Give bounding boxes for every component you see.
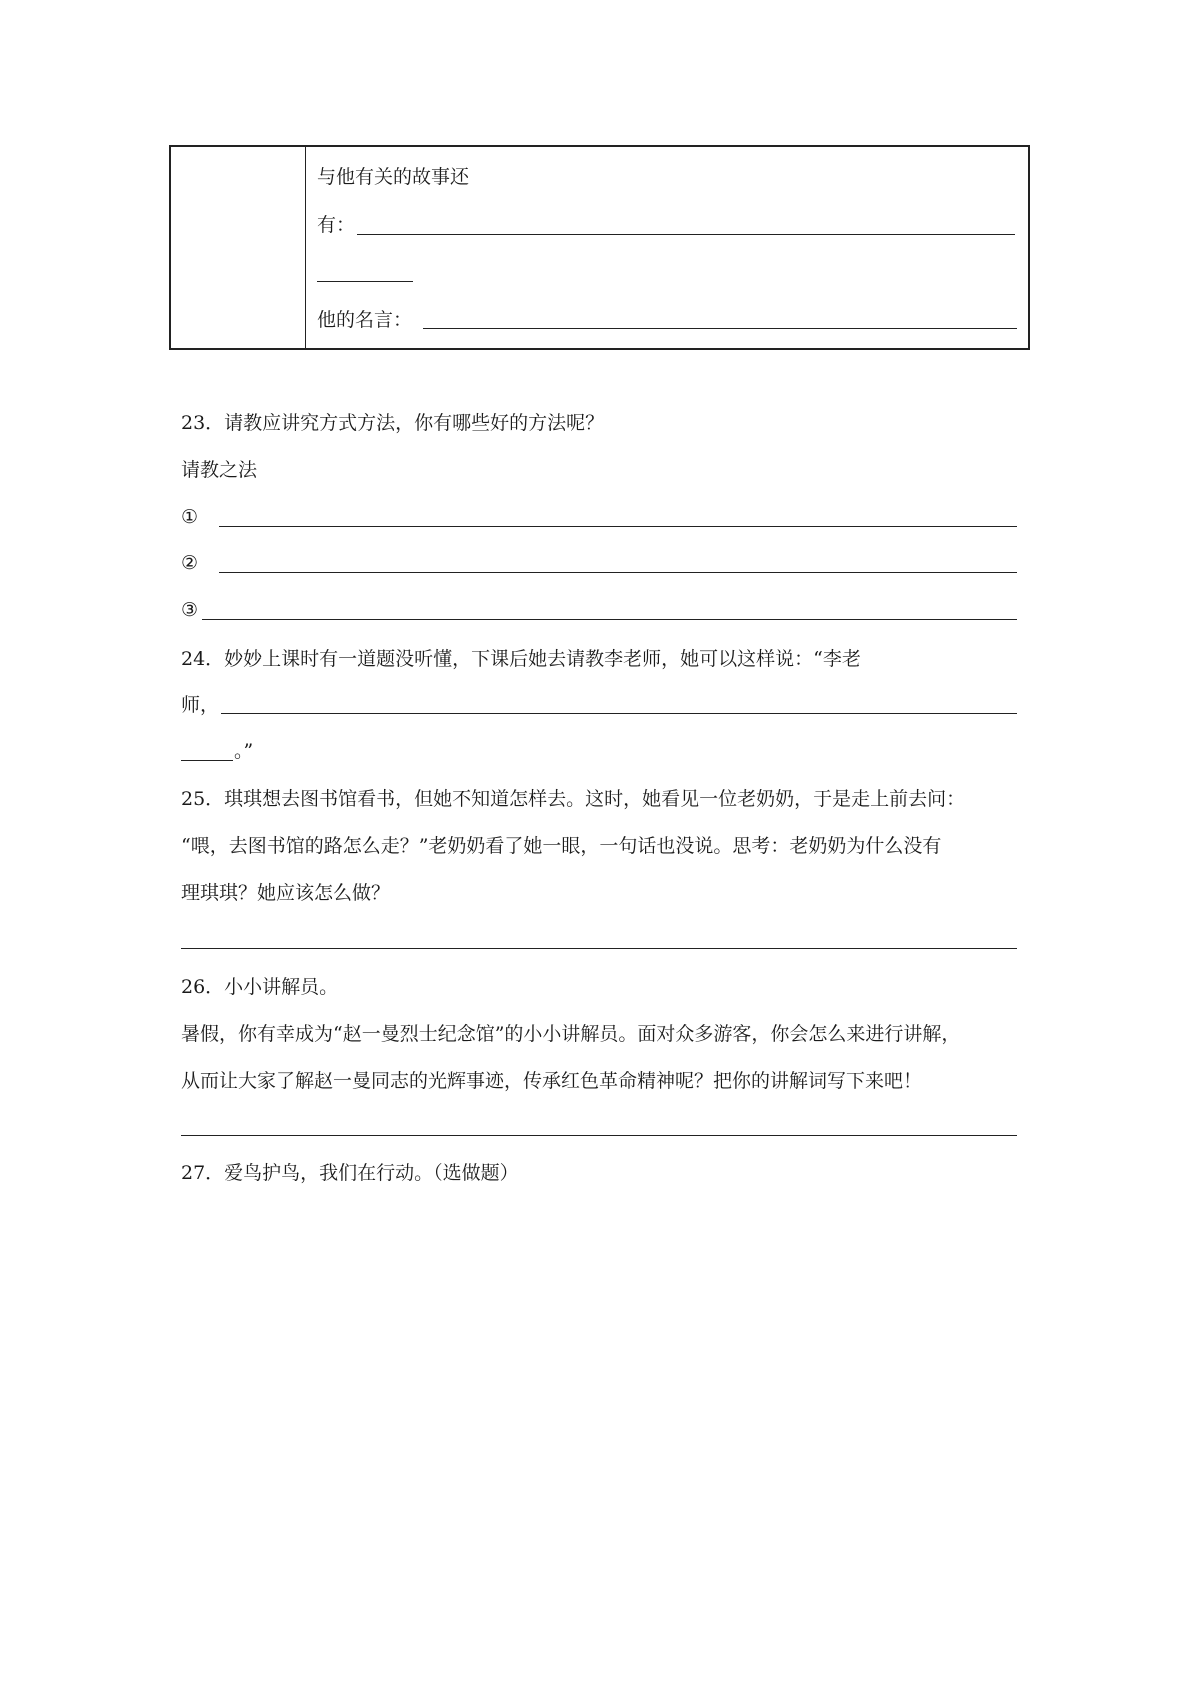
q24-answer-line-1[interactable] bbox=[221, 713, 1017, 714]
quote-label: 他的名言： bbox=[317, 309, 413, 331]
q23-answer-line-3[interactable] bbox=[202, 619, 1017, 620]
story-label-line1: 与他有关的故事还 bbox=[317, 166, 470, 188]
story-label-line2: 有： bbox=[317, 214, 356, 236]
q23-answer-line-1[interactable] bbox=[219, 526, 1017, 527]
q24-end-punct: 。” bbox=[234, 740, 254, 762]
q23-subtitle: 请教之法 bbox=[181, 459, 258, 481]
q26-title: 26．小小讲解员。 bbox=[181, 976, 339, 998]
q25-line1: 25．琪琪想去图书馆看书，但她不知道怎样去。这时，她看见一位老奶奶，于是走上前去问： bbox=[181, 788, 966, 810]
q24-line2-prefix: 师， bbox=[181, 694, 220, 716]
q24-question: 24．妙妙上课时有一道题没听懂，下课后她去请教李老师，她可以这样说：“李老 bbox=[181, 648, 861, 670]
story-answer-line-2[interactable] bbox=[317, 281, 413, 282]
q25-line3: 理琪琪？她应该怎么做？ bbox=[181, 882, 391, 904]
q23-item-3-marker: ③ bbox=[181, 599, 199, 621]
story-answer-line-1[interactable] bbox=[357, 234, 1015, 235]
q23-answer-line-2[interactable] bbox=[219, 572, 1017, 573]
q25-line2: “喂，去图书馆的路怎么走？”老奶奶看了她一眼，一句话也没说。思考：老奶奶为什么没有 bbox=[181, 835, 942, 857]
q26-line2: 从而让大家了解赵一曼同志的光辉事迹，传承红色革命精神呢？把你的讲解词写下来吧！ bbox=[181, 1070, 923, 1092]
q25-answer-line[interactable] bbox=[181, 948, 1017, 949]
q26-answer-line[interactable] bbox=[181, 1135, 1017, 1136]
info-table bbox=[169, 145, 1030, 350]
q27-title: 27．爱鸟护鸟，我们在行动。（选做题） bbox=[181, 1162, 519, 1184]
quote-answer-line[interactable] bbox=[423, 328, 1017, 329]
q26-line1: 暑假，你有幸成为“赵一曼烈士纪念馆”的小小讲解员。面对众多游客，你会怎么来进行讲解， bbox=[181, 1023, 961, 1045]
table-column-divider bbox=[305, 147, 306, 348]
q23-question: 23．请教应讲究方式方法，你有哪些好的方法呢？ bbox=[181, 412, 605, 434]
q23-item-1-marker: ① bbox=[181, 506, 199, 528]
q24-answer-line-2[interactable] bbox=[181, 760, 233, 761]
q23-item-2-marker: ② bbox=[181, 552, 199, 574]
